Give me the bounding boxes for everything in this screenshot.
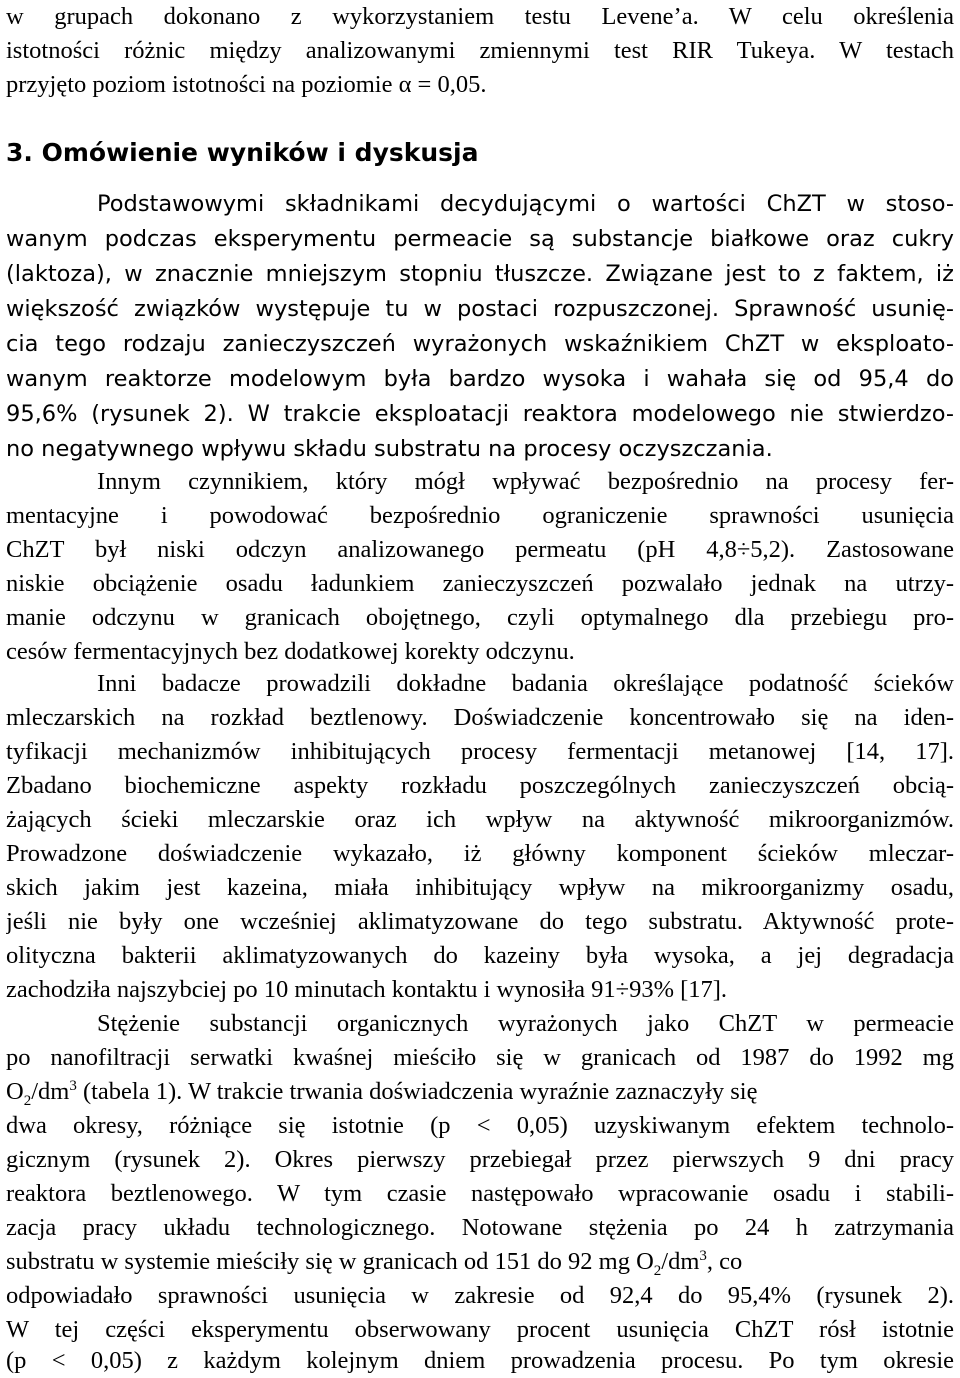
text-line: Podstawowymi składnikami decydującymi o wartości ChZT w stoso-	[97, 191, 954, 217]
text-line: po nanofiltracji serwatki kwaśnej mieściło się w granicach od 1987 do 1992 mg	[6, 1044, 954, 1071]
text-line: wanym podczas eksperymentu permeacie są substancje białkowe oraz cukry	[6, 226, 954, 252]
superscript: 3	[699, 1247, 707, 1264]
text-line: olityczna bakterii aklimatyzowanych do kazeiny była wysoka, a jej degradacja	[6, 942, 954, 969]
text-line: zachodziła najszybciej po 10 minutach kontaktu i wynosiła 91÷93% [17].	[6, 976, 728, 1003]
text-line: reaktora beztlenowego. W tym czasie następowało wpracowanie osadu i stabili-	[6, 1180, 954, 1207]
text-line: jeśli nie były one wcześniej aklimatyzowane do tego substratu. Aktywność prote-	[6, 908, 954, 935]
subscript: 2	[653, 1262, 662, 1279]
text-fragment: /dm	[31, 1078, 70, 1105]
text-line: skich jakim jest kazeina, miała inhibitujący wpływ na mikroorganizmy osadu,	[6, 874, 954, 901]
text-line: cia tego rodzaju zanieczyszczeń wyrażonych wskaźnikiem ChZT w eksploato-	[6, 331, 954, 357]
subscript: 2	[23, 1092, 32, 1109]
text-line: odpowiadało sprawności usunięcia w zakresie od 92,4 do 95,4% (rysunek 2).	[6, 1282, 954, 1309]
text-fragment: , co	[706, 1248, 743, 1275]
text-line: W tej części eksperymentu obserwowany procent usunięcia ChZT rósł istotnie	[6, 1316, 954, 1343]
section-heading: 3. Omówienie wyników i dyskusja	[6, 138, 479, 167]
text-line: 95,6% (rysunek 2). W trakcie eksploatacji reaktora modelowego nie stwierdzo-	[6, 401, 954, 427]
text-line: Stężenie substancji organicznych wyrażonych jako ChZT w permeacie	[97, 1010, 954, 1037]
text-line: ChZT był niski odczyn analizowanego permeatu (pH 4,8÷5,2). Zastosowane	[6, 536, 954, 563]
text-line: Innym czynnikiem, który mógł wpływać bezpośrednio na procesy fer-	[97, 468, 954, 495]
text-line: w grupach dokonano z wykorzystaniem testu Levene’a. W celu określenia	[6, 3, 954, 30]
text-line: Prowadzone doświadczenie wykazało, iż główny komponent ścieków mleczar-	[6, 840, 954, 867]
text-line: gicznym (rysunek 2). Okres pierwszy przebiegał przez pierwszych 9 dni pracy	[6, 1146, 954, 1173]
text-line: manie odczynu w granicach obojętnego, czyli optymalnego dla przebiegu pro-	[6, 604, 954, 631]
text-line: większość związków występuje tu w postaci rozpuszczonej. Sprawność usunię-	[6, 296, 954, 322]
text-line: przyjęto poziom istotności na poziomie α = 0,05.	[6, 71, 487, 98]
text-line: wanym reaktorze modelowym była bardzo wysoka i wahała się od 95,4 do	[6, 366, 954, 392]
superscript: 3	[69, 1077, 77, 1094]
text-line: niskie obciążenie osadu ładunkiem zanieczyszczeń pozwalało jednak na utrzy-	[6, 570, 954, 597]
text-fragment: substratu w systemie mieściły się w granicach od 151 do 92 mg O	[6, 1248, 654, 1275]
text-line: dwa okresy, różniące się istotnie (p < 0,05) uzyskiwanym efektem technolo-	[6, 1112, 954, 1139]
text-line: Zbadano biochemiczne aspekty rozkładu poszczególnych zanieczyszczeń obcią-	[6, 772, 954, 799]
text-line: Inni badacze prowadzili dokładne badania określające podatność ścieków	[97, 670, 954, 697]
text-line: mleczarskich na rozkład beztlenowy. Doświadczenie koncentrowało się na iden-	[6, 704, 954, 731]
text-line: zacja pracy układu technologicznego. Notowane stężenia po 24 h zatrzymania	[6, 1214, 954, 1241]
text-fragment: O	[6, 1078, 24, 1105]
text-line: (laktoza), w znacznie mniejszym stopniu tłuszcze. Związane jest to z faktem, iż	[6, 261, 954, 287]
text-line	[6, 1245, 954, 1279]
text-fragment: (tabela 1). W trakcie trwania doświadczenia wyraźnie zaznaczyły się	[76, 1078, 758, 1105]
text-line: (p < 0,05) z każdym kolejnym dniem prowadzenia procesu. Po tym okresie	[6, 1347, 954, 1374]
text-fragment: /dm	[661, 1248, 700, 1275]
text-line: cesów fermentacyjnych bez dodatkowej korekty odczynu.	[6, 638, 575, 665]
text-line	[6, 1075, 954, 1109]
text-line: istotności różnic między analizowanymi zmiennymi test RIR Tukeya. W testach	[6, 37, 954, 64]
text-line: żających ścieki mleczarskie oraz ich wpływ na aktywność mikroorganizmów.	[6, 806, 954, 833]
text-line: mentacyjne i powodować bezpośrednio ograniczenie sprawności usunięcia	[6, 502, 954, 529]
text-line: tyfikacji mechanizmów inhibitujących procesy fermentacji metanowej [14, 17].	[6, 738, 954, 765]
text-line: no negatywnego wpływu składu substratu na procesy oczyszczania.	[6, 436, 773, 462]
